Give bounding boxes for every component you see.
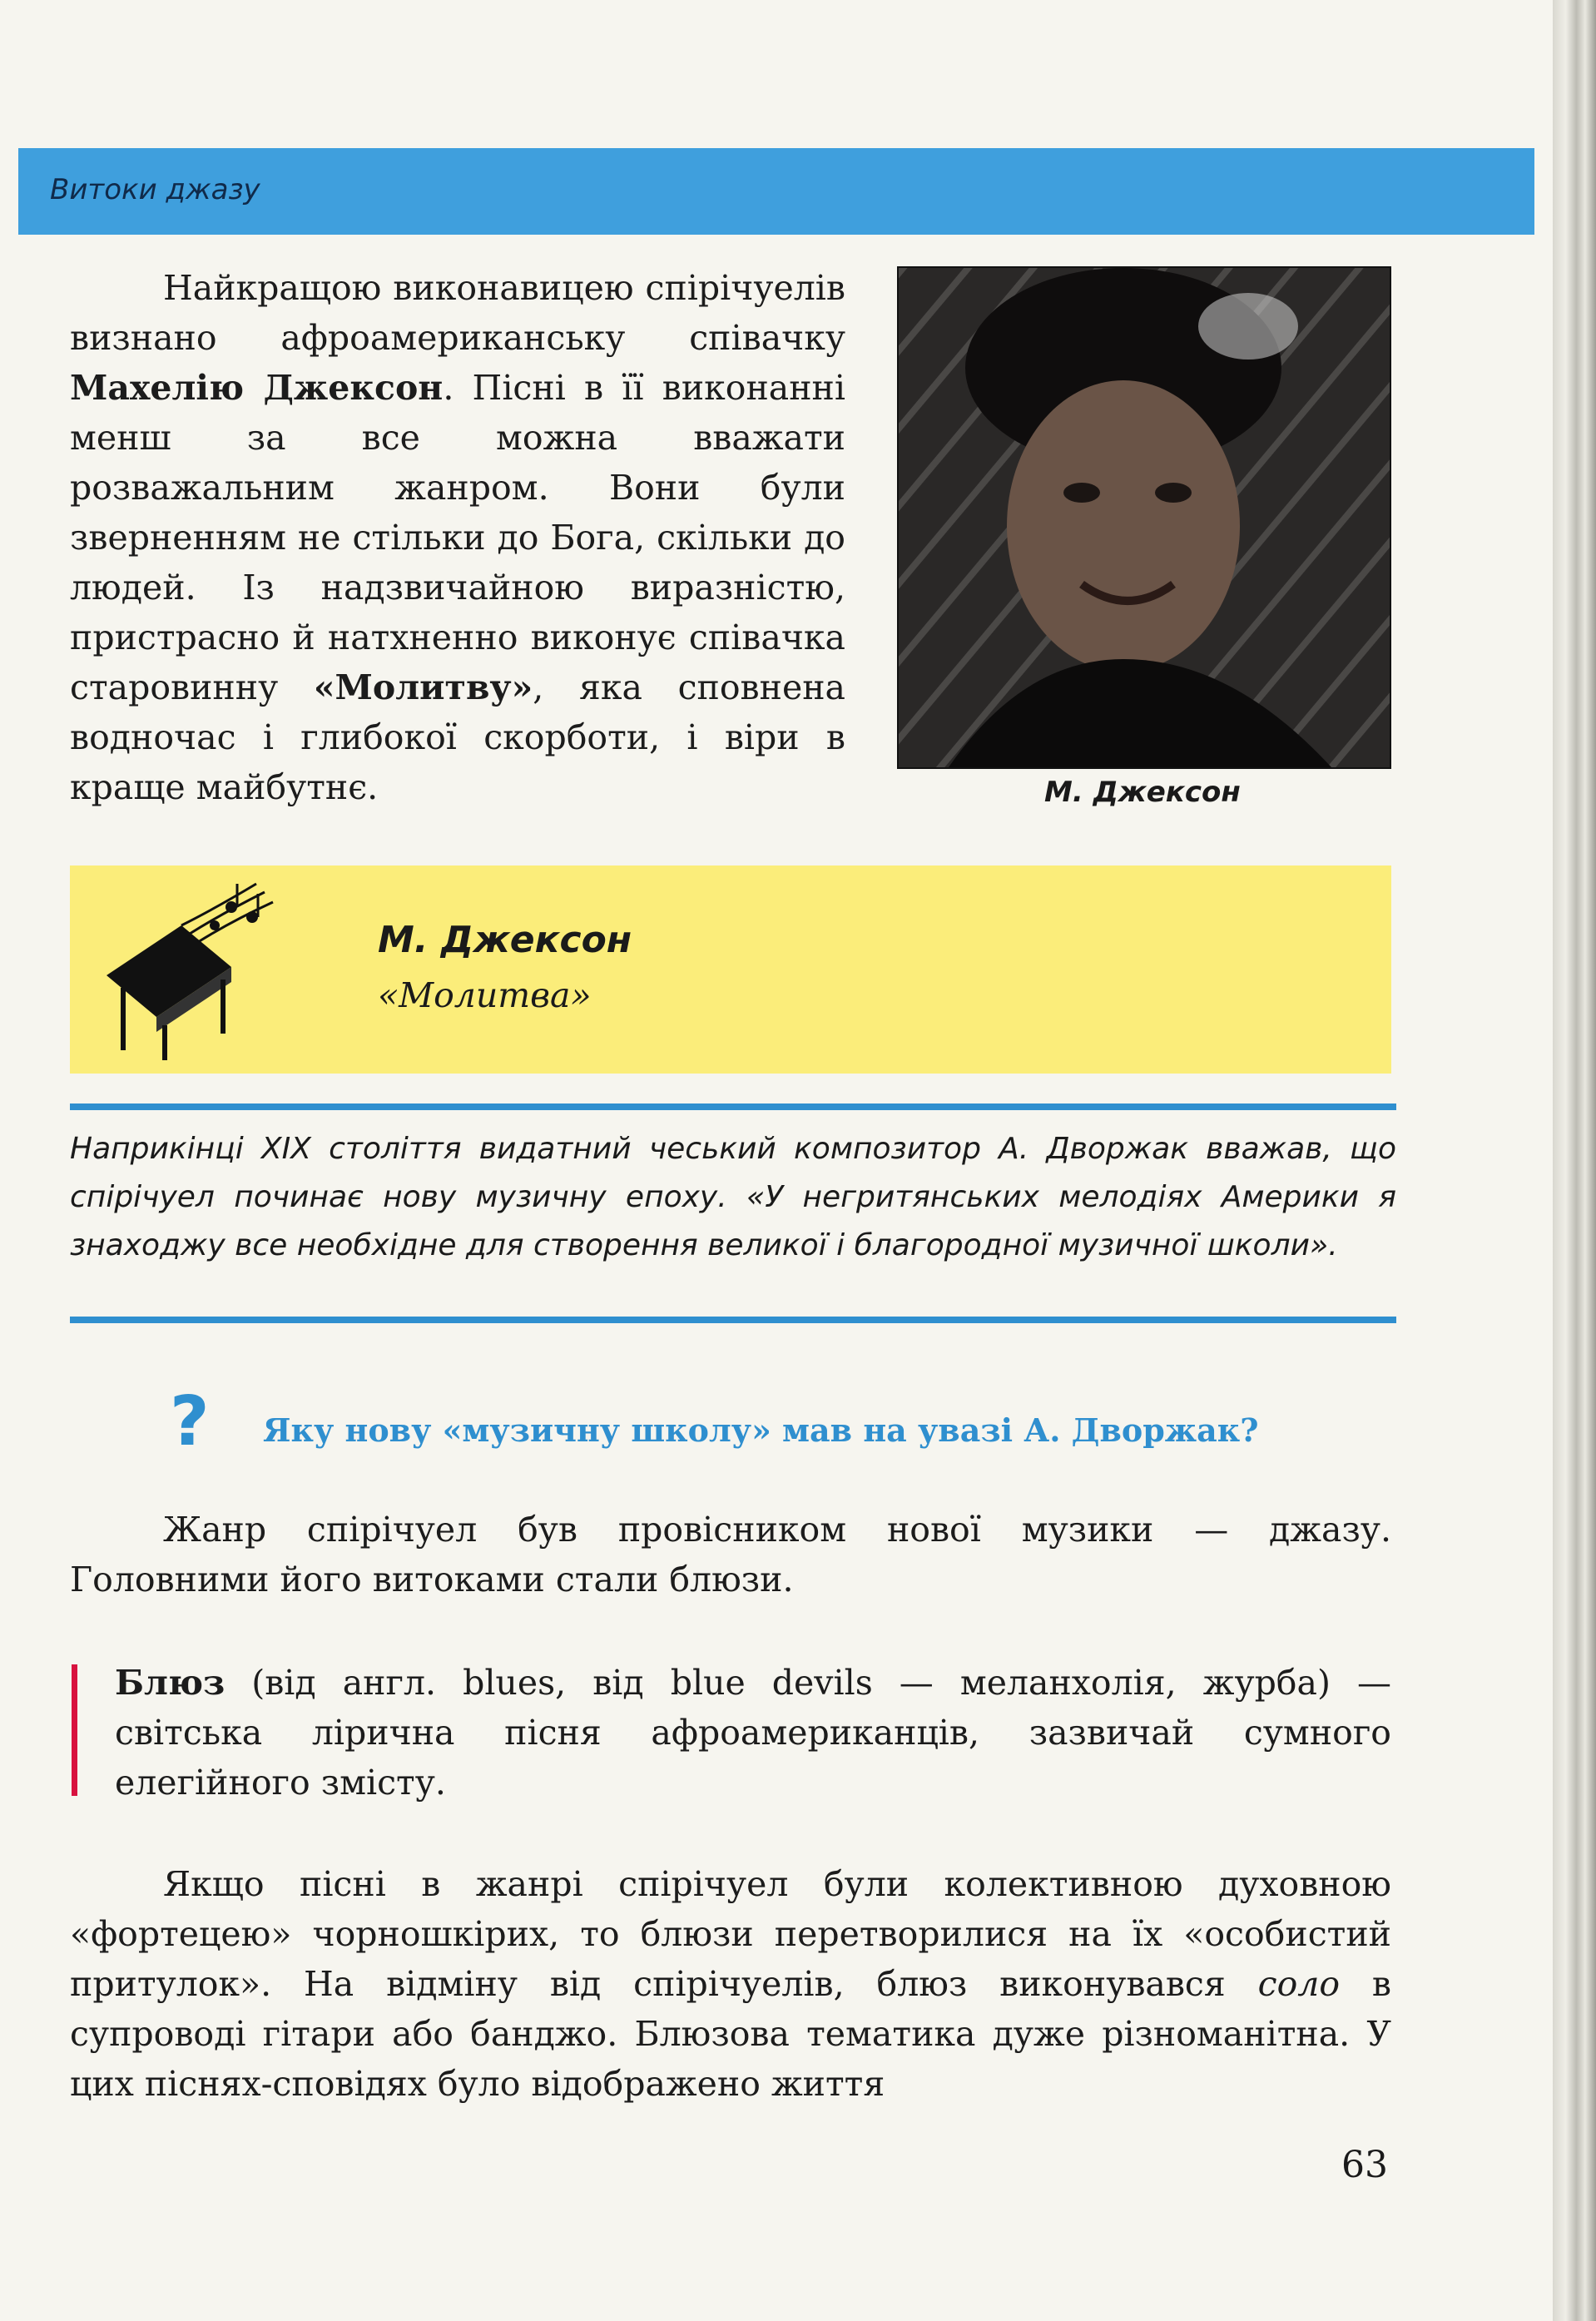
note-rule-top [70,1103,1396,1110]
page-edge [1553,0,1596,2321]
definition-term: Блюз [115,1663,226,1703]
question-mark-icon: ? [170,1382,210,1461]
blues-paragraph: Якщо пісні в жанрі спірічуел були колективною духовною «фортецею» чорношкірих, то блюзи перетворилися на їх «особистий притулок». На відміну від спірічуелів, блюз виконувався соло в супроводі гітари або банджо. Блюзова тематика дуже різноманітна. У цих піснях-сповідях було відображено життя [70,1864,1391,2104]
portrait-photo [897,266,1391,769]
definition-marker [72,1664,77,1796]
dvorak-note: Наприкінці XIX століття видатний чеський композитор А. Дворжак вважав, що спірічуел починає нову музичну епоху. «У негритянських мелодіях Америки я знаходжу все необхідне для створення великої і благородної музичної школи». [70,1132,1396,1262]
blues-definition: Блюз (від англ. blues, від blue devils — меланхолія, журба) — світська лірична пісня афроамериканців, зазвичай сумного елегійного змісту. [115,1663,1391,1803]
piano-with-notes-icon [90,875,281,1065]
listening-work: «Молитва» [378,975,592,1015]
singer-name: Махелію Джексон [70,368,444,408]
intro-paragraph: Найкращою виконавицею спірічуелів визнано афроамериканську співачку Махелію Джексон. Пісні в її виконанні менш за все можна вважати розважальним жанром. Вони були зверненням не стільки до Бога, скільки до людей. Із надзвичайною виразністю, пристрасно й натхненно виконує співачка старовинну «Молитву», яка сповнена водночас і глибокої скорботи, і віри в краще майбутнє. [70,268,845,807]
section-title: Витоки джазу [50,173,260,206]
spiritual-paragraph: Жанр спірічуел був провісником нової музики — джазу. Головними його витоками стали блюзи. [70,1510,1391,1599]
note-rule-bottom [70,1317,1396,1323]
portrait-illustration [899,268,1390,767]
photo-caption: М. Джексон [1044,776,1241,809]
question-text: Яку нову «музичну школу» мав на увазі А. Дворжак? [263,1411,1259,1449]
song-title: «Молитву» [313,667,533,707]
page-number: 63 [1341,2144,1388,2186]
listening-author: М. Джексон [378,919,632,961]
solo-term: соло [1257,1964,1341,2004]
